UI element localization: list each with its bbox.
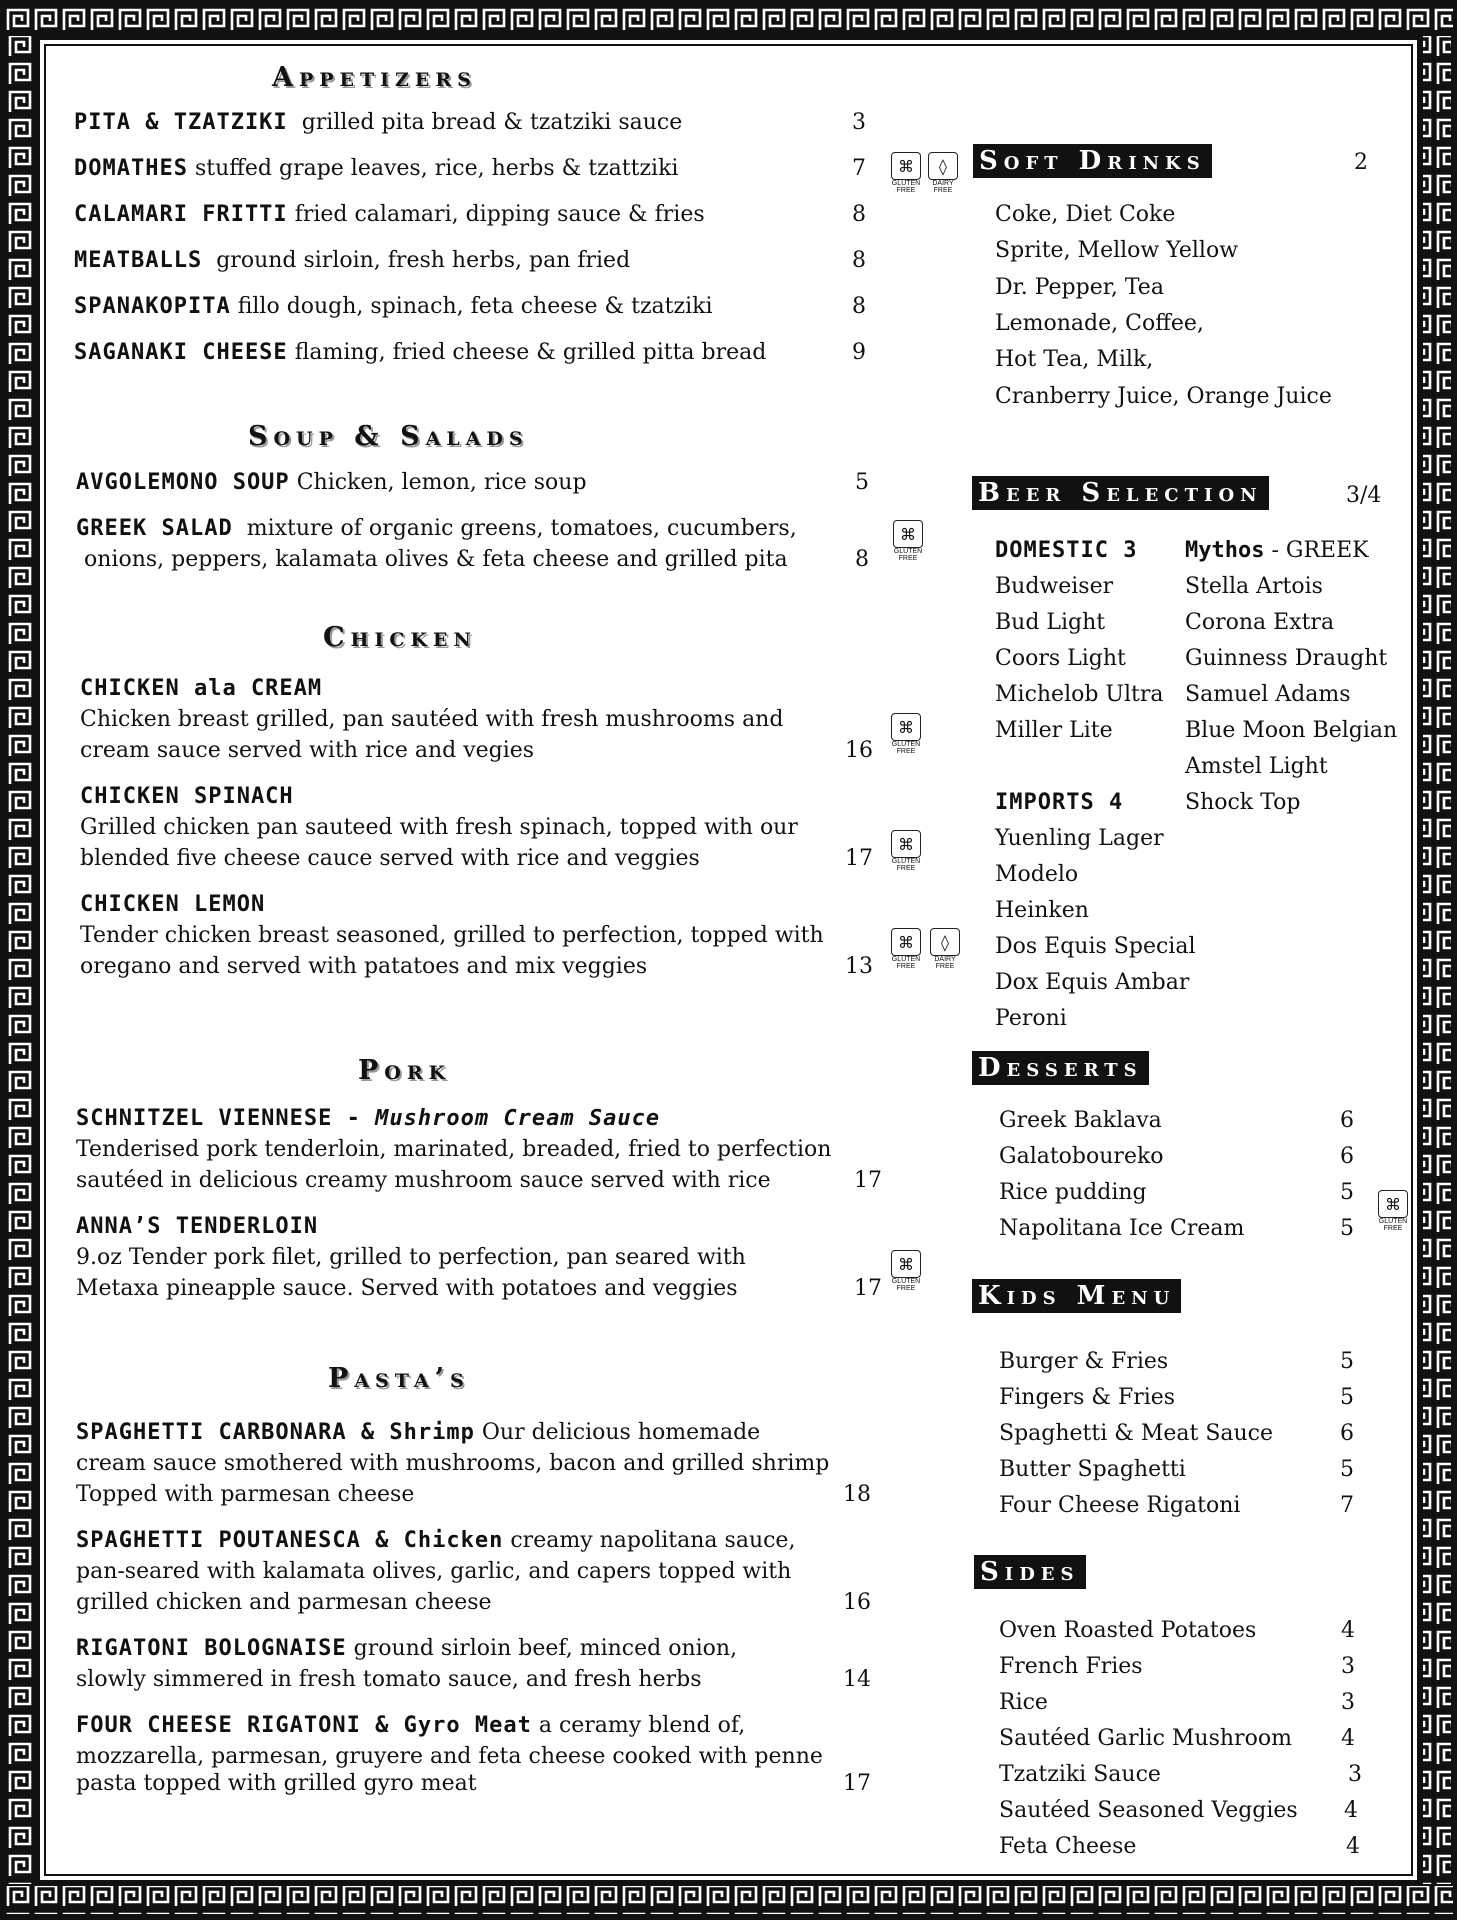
item-name: SPAGHETTI CARBONARA & Shrimp xyxy=(76,1420,475,1445)
chicken-heading: Chicken xyxy=(323,622,477,653)
beer-item: Michelob Ultra xyxy=(995,682,1164,707)
wheat-icon: ⌘ xyxy=(891,152,921,180)
beer-selection-heading: Beer Selection xyxy=(972,476,1269,510)
item-name: SCHNITZEL VIENNESE - Mushroom Cream Sauce xyxy=(76,1106,661,1131)
item-price: 7 xyxy=(852,156,866,181)
item-description: Tender chicken breast seasoned, grilled to perfection, topped with xyxy=(80,923,824,948)
gluten-free-badge: ⌘ GLUTEN FREE xyxy=(891,520,925,562)
wheat-icon: ⌘ xyxy=(893,520,923,548)
kids-item: Burger & Fries xyxy=(999,1349,1169,1374)
gluten-free-badge: ⌘ GLUTEN FREE xyxy=(889,1250,923,1292)
item-price: 3 xyxy=(852,110,866,135)
item-price: 3 xyxy=(1341,1690,1355,1715)
item-price: 4 xyxy=(1344,1798,1358,1823)
item-price: 13 xyxy=(845,954,873,979)
item-description: 9.oz Tender pork filet, grilled to perfection, pan seared with xyxy=(76,1245,746,1270)
item-price: 17 xyxy=(843,1771,871,1796)
item-price: 5 xyxy=(1340,1349,1354,1374)
item-name: FOUR CHEESE RIGATONI & Gyro Meat xyxy=(76,1713,532,1738)
item-name: MEATBALLS xyxy=(74,248,203,273)
dessert-item: Galatoboureko xyxy=(999,1144,1164,1169)
wheat-icon: ⌘ xyxy=(891,830,921,858)
menu-item xyxy=(74,294,713,319)
dairy-free-badge: ◊ DAIRY FREE xyxy=(926,152,960,194)
item-price: 4 xyxy=(1341,1726,1355,1751)
beer-item: Shock Top xyxy=(1185,790,1301,815)
menu-item xyxy=(74,202,705,227)
item-description: ground sirloin, fresh herbs, pan fried xyxy=(216,248,631,273)
imports-beer-label: IMPORTS 4 xyxy=(995,790,1124,815)
beer-item: Peroni xyxy=(995,1006,1067,1031)
item-price: 8 xyxy=(852,202,866,227)
item-description: flaming, fried cheese & grilled pitta bread xyxy=(294,340,767,365)
side-item: Tzatziki Sauce xyxy=(999,1762,1161,1787)
beer-item: Budweiser xyxy=(995,574,1114,599)
drink-list-line: Hot Tea, Milk, xyxy=(995,347,1154,372)
item-description: Topped with parmesan cheese xyxy=(76,1482,415,1507)
item-description: pan-seared with kalamata olives, garlic, and capers topped with xyxy=(76,1559,792,1584)
item-name: CALAMARI FRITTI xyxy=(74,202,288,227)
side-item: Sautéed Seasoned Veggies xyxy=(999,1798,1298,1823)
item-description: grilled pita bread & tzatziki sauce xyxy=(301,110,683,135)
item-description: pasta topped with grilled gyro meat xyxy=(76,1771,477,1796)
item-name: PITA & TZATZIKI xyxy=(74,110,288,135)
beer-item: Dos Equis Special xyxy=(995,934,1196,959)
menu-item xyxy=(76,1420,760,1445)
beer-item: Yuenling Lager xyxy=(995,826,1164,851)
item-name: ANNA’S TENDERLOIN xyxy=(76,1214,319,1239)
kids-item: Fingers & Fries xyxy=(999,1385,1176,1410)
item-price: 16 xyxy=(843,1590,871,1615)
side-item: Feta Cheese xyxy=(999,1834,1137,1859)
item-price: 5 xyxy=(1340,1385,1354,1410)
item-description: grilled chicken and parmesan cheese xyxy=(76,1590,492,1615)
item-price: 4 xyxy=(1346,1834,1360,1859)
item-price: 3 xyxy=(1341,1654,1355,1679)
side-item: Rice xyxy=(999,1690,1048,1715)
beer-item: Modelo xyxy=(995,862,1079,887)
soup-salads-heading: Soup & Salads xyxy=(248,421,529,452)
item-price: 5 xyxy=(1340,1180,1354,1205)
desserts-heading: Desserts xyxy=(972,1051,1149,1085)
dessert-item: Rice pudding xyxy=(999,1180,1147,1205)
item-description: slowly simmered in fresh tomato sauce, and fresh herbs xyxy=(76,1667,702,1692)
item-description: ground sirloin beef, minced onion, xyxy=(353,1636,738,1661)
item-price: 18 xyxy=(843,1482,871,1507)
menu-item xyxy=(74,110,682,135)
item-price: 5 xyxy=(855,470,869,495)
item-description: Tenderised pork tenderloin, marinated, breaded, fried to perfection xyxy=(76,1137,832,1162)
beer-item: Heinken xyxy=(995,898,1089,923)
dessert-item: Greek Baklava xyxy=(999,1108,1162,1133)
gluten-free-badge: ⌘ GLUTEN FREE xyxy=(889,928,923,970)
beer-item: Samuel Adams xyxy=(1185,682,1351,707)
item-name: DOMATHES xyxy=(74,156,188,181)
item-description: Grilled chicken pan sauteed with fresh spinach, topped with our xyxy=(80,815,798,840)
wheat-icon: ⌘ xyxy=(891,1250,921,1278)
item-price: 17 xyxy=(854,1276,882,1301)
item-price: 14 xyxy=(843,1667,871,1692)
milk-bottle-icon: ◊ xyxy=(928,152,958,180)
drink-list-line: Dr. Pepper, Tea xyxy=(995,275,1164,300)
item-name: CHICKEN ala CREAM xyxy=(80,676,323,701)
item-description: oregano and served with patatoes and mix veggies xyxy=(80,954,648,979)
beer-item: Coors Light xyxy=(995,646,1126,671)
milk-bottle-icon: ◊ xyxy=(930,928,960,956)
item-description: stuffed grape leaves, rice, herbs & tzattziki xyxy=(194,156,679,181)
item-name: SAGANAKI CHEESE xyxy=(74,340,288,365)
menu-item xyxy=(76,516,797,541)
kids-menu-heading: Kids Menu xyxy=(972,1279,1181,1313)
menu-item xyxy=(76,470,587,495)
menu-item xyxy=(76,1713,745,1738)
item-name: CHICKEN LEMON xyxy=(80,892,266,917)
item-description: fried calamari, dipping sauce & fries xyxy=(294,202,705,227)
item-description: mixture of organic greens, tomatoes, cucumbers, xyxy=(246,516,797,541)
drink-list-line: Sprite, Mellow Yellow xyxy=(995,238,1239,263)
item-price: 5 xyxy=(1340,1216,1354,1241)
side-item: French Fries xyxy=(999,1654,1143,1679)
domestic-beer-label: DOMESTIC 3 xyxy=(995,538,1138,563)
menu-item xyxy=(76,1528,795,1553)
item-price: 9 xyxy=(852,340,866,365)
kids-item: Butter Spaghetti xyxy=(999,1457,1186,1482)
item-price: 3 xyxy=(1348,1762,1362,1787)
beer-item: Blue Moon Belgian xyxy=(1185,718,1398,743)
gluten-free-badge: ⌘ GLUTEN FREE xyxy=(889,830,923,872)
item-description: cream sauce served with rice and vegies xyxy=(80,738,535,763)
item-sauce: Mushroom Cream Sauce xyxy=(375,1106,661,1131)
kids-item: Spaghetti & Meat Sauce xyxy=(999,1421,1274,1446)
item-name: GREEK SALAD xyxy=(76,516,233,541)
item-name: SPAGHETTI POUTANESCA & Chicken xyxy=(76,1528,504,1553)
beer-item: Bud Light xyxy=(995,610,1106,635)
item-description: blended five cheese cauce served with rice and veggies xyxy=(80,846,700,871)
side-item: Sautéed Garlic Mushroom xyxy=(999,1726,1292,1751)
item-description: Chicken, lemon, rice soup xyxy=(296,470,587,495)
beer-item: Amstel Light xyxy=(1185,754,1328,779)
item-price: 8 xyxy=(852,248,866,273)
beer-item: Corona Extra xyxy=(1185,610,1335,635)
pork-heading: Pork xyxy=(358,1055,452,1086)
gluten-free-badge: ⌘ GLUTEN FREE xyxy=(1376,1190,1410,1232)
drink-list-line: Cranberry Juice, Orange Juice xyxy=(995,384,1332,409)
item-price: 6 xyxy=(1340,1144,1354,1169)
item-description: creamy napolitana sauce, xyxy=(510,1528,796,1553)
item-description: cream sauce smothered with mushrooms, bacon and grilled shrimp xyxy=(76,1451,830,1476)
item-description: sautéed in delicious creamy mushroom sauce served with rice xyxy=(76,1168,771,1193)
item-description: Our delicious homemade xyxy=(481,1420,761,1445)
drink-list-line: Coke, Diet Coke xyxy=(995,202,1176,227)
item-description: onions, peppers, kalamata olives & feta cheese and grilled pita xyxy=(84,547,788,572)
sides-heading: Sides xyxy=(974,1555,1086,1589)
item-price: 4 xyxy=(1341,1618,1355,1643)
wheat-icon: ⌘ xyxy=(1378,1190,1408,1218)
soft-drinks-price: 2 xyxy=(1354,150,1368,175)
side-item: Oven Roasted Potatoes xyxy=(999,1618,1257,1643)
item-price: 17 xyxy=(845,846,873,871)
dessert-item: Napolitana Ice Cream xyxy=(999,1216,1245,1241)
appetizers-heading: Appetizers xyxy=(272,62,477,93)
menu-item xyxy=(74,248,630,273)
menu-item xyxy=(74,156,678,181)
item-name: CHICKEN SPINACH xyxy=(80,784,294,809)
beer-item-mythos: Mythos - GREEK xyxy=(1185,538,1369,563)
menu-item xyxy=(74,340,766,365)
item-price: 8 xyxy=(852,294,866,319)
item-name: SPANAKOPITA xyxy=(74,294,231,319)
item-price: 5 xyxy=(1340,1457,1354,1482)
item-name: AVGOLEMONO SOUP xyxy=(76,470,290,495)
soft-drinks-heading: Soft Drinks xyxy=(973,144,1212,178)
item-price: 8 xyxy=(855,547,869,572)
beer-price: 3/4 xyxy=(1346,483,1382,508)
item-name: RIGATONI BOLOGNAISE xyxy=(76,1636,347,1661)
gluten-free-badge: ⌘ GLUTEN FREE xyxy=(889,152,923,194)
item-description: mozzarella, parmesan, gruyere and feta cheese cooked with penne xyxy=(76,1744,823,1769)
wheat-icon: ⌘ xyxy=(891,928,921,956)
beer-item: Stella Artois xyxy=(1185,574,1323,599)
item-price: 7 xyxy=(1340,1493,1354,1518)
beer-item: Miller Lite xyxy=(995,718,1113,743)
gluten-free-badge: ⌘ GLUTEN FREE xyxy=(889,713,923,755)
menu-item xyxy=(76,1636,737,1661)
item-description: a ceramy blend of, xyxy=(538,1713,746,1738)
item-price: 17 xyxy=(854,1168,882,1193)
beer-item: Guinness Draught xyxy=(1185,646,1388,671)
beer-item: Dox Equis Ambar xyxy=(995,970,1190,995)
dairy-free-badge: ◊ DAIRY FREE xyxy=(928,928,962,970)
item-description: fillo dough, spinach, feta cheese & tzatziki xyxy=(237,294,713,319)
item-description: Chicken breast grilled, pan sautéed with fresh mushrooms and xyxy=(80,707,784,732)
pastas-heading: Pasta’s xyxy=(328,1363,470,1394)
drink-list-line: Lemonade, Coffee, xyxy=(995,311,1204,336)
item-price: 6 xyxy=(1340,1421,1354,1446)
item-description: Metaxa pineapple sauce. Served with potatoes and veggies xyxy=(76,1276,738,1301)
item-price: 16 xyxy=(845,738,873,763)
wheat-icon: ⌘ xyxy=(891,713,921,741)
item-price: 6 xyxy=(1340,1108,1354,1133)
kids-item: Four Cheese Rigatoni xyxy=(999,1493,1241,1518)
